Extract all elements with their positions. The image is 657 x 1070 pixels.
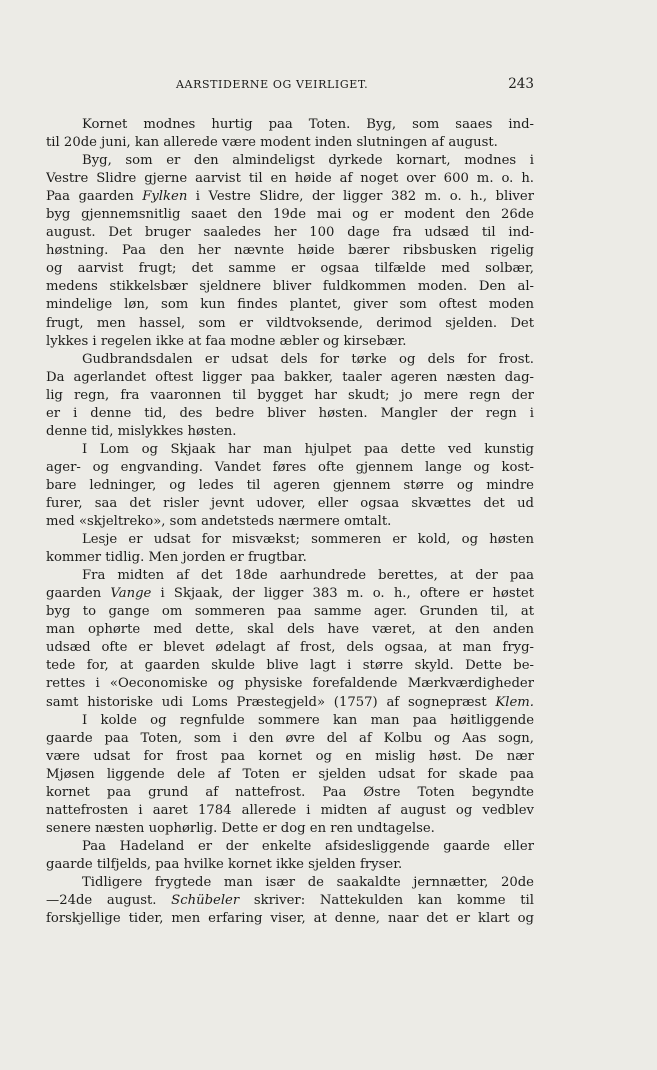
text-line: Mjøsen liggende dele af Toten er sjelden udsat for skade paa (46, 766, 534, 782)
text-line: medens stikkelsbær sjeldnere bliver fuldkommen moden. Den al- (46, 279, 534, 295)
text-line: nattefrosten i aaret 1784 allerede i midten af august og vedblev (46, 802, 534, 818)
text-line: tede for, at gaarden skulde blive lagt i større skyld. Dette be- (46, 658, 534, 674)
text-line: være udsat for frost paa kornet og en mislig høst. De nær (46, 748, 534, 764)
text-line: furer, saa det risler jevnt udover, eller ogsaa skvættes det ud (46, 495, 534, 511)
text-line: og aarvist frugt; det samme er ogsaa tilfælde med solbær, (46, 261, 534, 277)
text-line: denne tid, mislykkes høsten. (46, 423, 237, 439)
text-line: gaarde paa Toten, som i den øvre del af Kolbu og Aas sogn, (46, 730, 534, 746)
text-line: rettes i «Oeconomiske og physiske forefaldende Mærkværdigheder (46, 676, 534, 692)
text-line: august. Det bruger saaledes her 100 dage fra udsæd til ind- (46, 225, 534, 241)
text-line: Byg, som er den almindeligst dyrkede kornart, modnes i (82, 153, 534, 169)
text-line: Paa Hadeland er der enkelte afsidesliggende gaarde eller (82, 838, 534, 854)
text-line: Lesje er udsat for misvækst; sommeren er kold, og høsten (82, 532, 534, 548)
text-line: er i denne tid, des bedre bliver høsten. Mangler der regn i (46, 405, 534, 421)
text-line: senere næsten uophørlig. Dette er dog en ren undtagelse. (46, 820, 435, 836)
text-line: gaarden Vange i Skjaak, der ligger 383 m. o. h., oftere er høstet (46, 586, 534, 602)
text-line: frugt, men hassel, som er vildtvoksende, derimod sjelden. Det (46, 315, 534, 331)
text-line: udsæd ofte er blevet ødelagt af frost, dels ogsaa, at man fryg- (46, 640, 534, 656)
text-line: Kornet modnes hurtig paa Toten. Byg, som saaes ind- (82, 117, 534, 132)
text-line: forskjellige tider, men erfaring viser, at denne, naar det er klart og (46, 911, 534, 927)
text-line: til 20de juni, kan allerede være modent inden slutningen af august. (46, 135, 498, 151)
text-line: Tidligere frygtede man især de saakaldte jernnætter, 20de (82, 874, 534, 890)
page-header (46, 78, 534, 98)
text-line: Fra midten af det 18de aarhundrede berettes, at der paa (82, 568, 534, 584)
text-line: bare ledninger, og ledes til ageren gjennem større og mindre (46, 477, 534, 493)
page-number: 243 (508, 76, 534, 92)
text-line: lykkes i regelen ikke at faa modne æbler og kirsebær. (46, 333, 407, 349)
body-text (46, 116, 534, 928)
text-line: man ophørte med dette, skal dels have været, at den anden (46, 622, 534, 638)
text-line: byg to gange om sommeren paa samme ager. Grunden til, at (46, 604, 534, 620)
text-line: mindelige løn, som kun findes plantet, giver som oftest moden (46, 297, 534, 313)
text-line: Vestre Slidre gjerne aarvist til en høide af noget over 600 m. o. h. (46, 171, 534, 187)
text-line: gaarde tilfjelds, paa hvilke kornet ikke sjelden fryser. (46, 856, 403, 872)
text-line: kommer tidlig. Men jorden er frugtbar. (46, 550, 307, 566)
text-line: høstning. Paa den her nævnte høide bærer ribsbusken rigelig (46, 243, 534, 259)
text-line: samt historiske udi Loms Præstegjeld» (1757) af sognepræst Klem. (46, 694, 534, 710)
text-line: lig regn, fra vaaronnen til bygget har skudt; jo mere regn der (46, 387, 534, 403)
text-line: kornet paa grund af nattefrost. Paa Østre Toten begyndte (46, 784, 534, 800)
text-line: I kolde og regnfulde sommere kan man paa høitliggende (82, 712, 534, 728)
text-line: ager- og engvanding. Vandet føres ofte gjennem lange og kost- (46, 459, 534, 475)
text-line: Paa gaarden Fylken i Vestre Slidre, der ligger 382 m. o. h., bliver (46, 189, 534, 205)
text-line: —24de august. Schübeler skriver: Nattekulden kan komme til (46, 893, 534, 909)
text-line: byg gjennemsnitlig saaet den 19de mai og er modent den 26de (46, 207, 534, 223)
text-line: Da agerlandet oftest ligger paa bakker, taaler ageren næsten dag- (46, 369, 534, 385)
running-title: AARSTIDERNE OG VEIRLIGET. (176, 78, 369, 91)
text-line: Gudbrandsdalen er udsat dels for tørke og dels for frost. (82, 351, 534, 367)
text-line: I Lom og Skjaak har man hjulpet paa dette ved kunstig (82, 441, 534, 457)
text-line: med «skjeltreko», som andetsteds nærmere omtalt. (46, 514, 392, 530)
